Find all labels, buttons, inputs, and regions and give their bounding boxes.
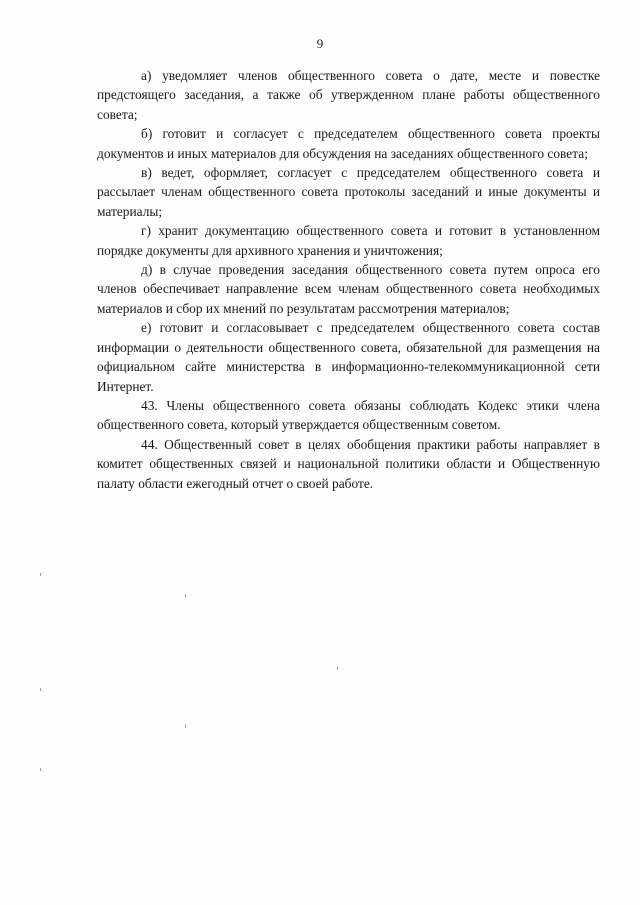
scan-speck <box>185 725 186 728</box>
paragraph-44: 44. Общественный совет в целях обобщения практики работы направляет в комитет общественных связей и национальной политики области и Общественную палату области ежегодный отчет о своей работе. <box>97 436 600 491</box>
paragraph-b: б) готовит и согласует с председателем общественного совета проекты документов и иных материалов для обсуждения на заседаниях общественного совета; <box>97 126 600 161</box>
document-body <box>97 66 600 493</box>
scan-speck <box>40 688 41 691</box>
scan-speck <box>185 594 186 597</box>
page-number: 9 <box>316 36 324 51</box>
paragraph-v: в) ведет, оформляет, согласует с председателем общественного совета и рассылает членам общественного совета протоколы заседаний и иные документы и материалы; <box>97 165 600 219</box>
paragraph-g: г) хранит документацию общественного совета и готовит в установленном порядке документы для архивного хранения и уничтожения; <box>97 223 600 258</box>
paragraph-d: д) в случае проведения заседания общественного совета путем опроса его членов обеспечивает направление всем членам общественного совета необходимых материалов и сбор их мнений по результатам рассмотрения материалов; <box>97 262 600 316</box>
scan-speck <box>337 667 338 670</box>
paragraph-a: а) уведомляет членов общественного совета о дате, месте и повестке предстоящего заседания, а также об утвержденном плане работы общественного совета; <box>97 68 600 122</box>
paragraph-43: 43. Члены общественного совета обязаны соблюдать Кодекс этики члена общественного совета, который утверждается общественным советом. <box>97 397 600 433</box>
scan-speck <box>40 768 41 771</box>
paragraph-e: е) готовит и согласовывает с председателем общественного совета состав информации о деятельности общественного совета, обязательной для размещения на официальном сайте министерства в информационно-телекоммуникационной сети Интернет. <box>97 320 600 394</box>
scan-speck <box>40 573 41 576</box>
